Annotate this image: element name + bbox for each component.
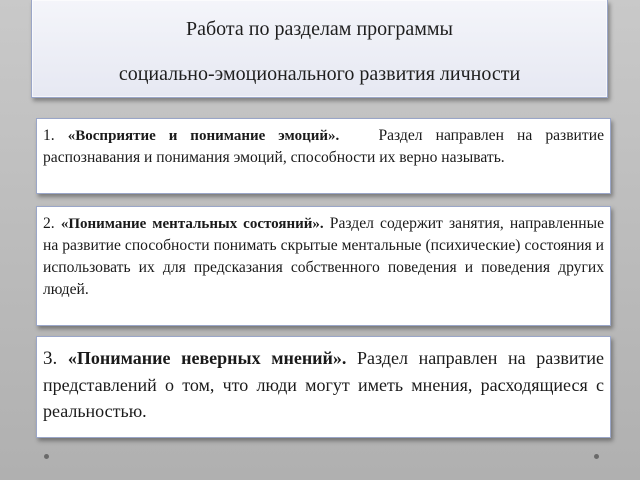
section-number: 1. xyxy=(43,127,55,144)
section-heading: «Понимание ментальных состояний». xyxy=(60,216,324,232)
title-line-2: социально-эмоционального развития личности xyxy=(118,63,521,85)
bullet-dot-icon xyxy=(44,454,49,459)
footer-decoration xyxy=(0,452,640,462)
section-text: Раздел направлен на развитие представлений о том, что люди могут иметь мнения, расходящиеся с реальностью. xyxy=(43,348,604,421)
section-number: 3. xyxy=(43,348,58,369)
section-text: Раздел направлен на развитие распознавания и понимания эмоций, способности их верно называть. xyxy=(43,127,604,166)
section-heading: «Восприятие и понимание эмоций». xyxy=(67,128,340,144)
title-banner xyxy=(31,0,608,98)
section-1-perception-emotions xyxy=(36,118,611,194)
section-text: Раздел содержит занятия, направленные на развитие способности понимать скрытые ментальные (психические) состояния и использовать их для предсказания собственного поведения и поведения других людей. xyxy=(43,215,605,298)
bullet-dot-icon xyxy=(594,454,599,459)
section-heading: «Понимание неверных мнений». xyxy=(67,348,347,368)
section-2-mental-states xyxy=(36,206,611,326)
section-3-false-beliefs xyxy=(36,336,611,438)
section-number: 2. xyxy=(43,215,55,232)
title-line-1: Работа по разделам программы xyxy=(186,18,453,40)
